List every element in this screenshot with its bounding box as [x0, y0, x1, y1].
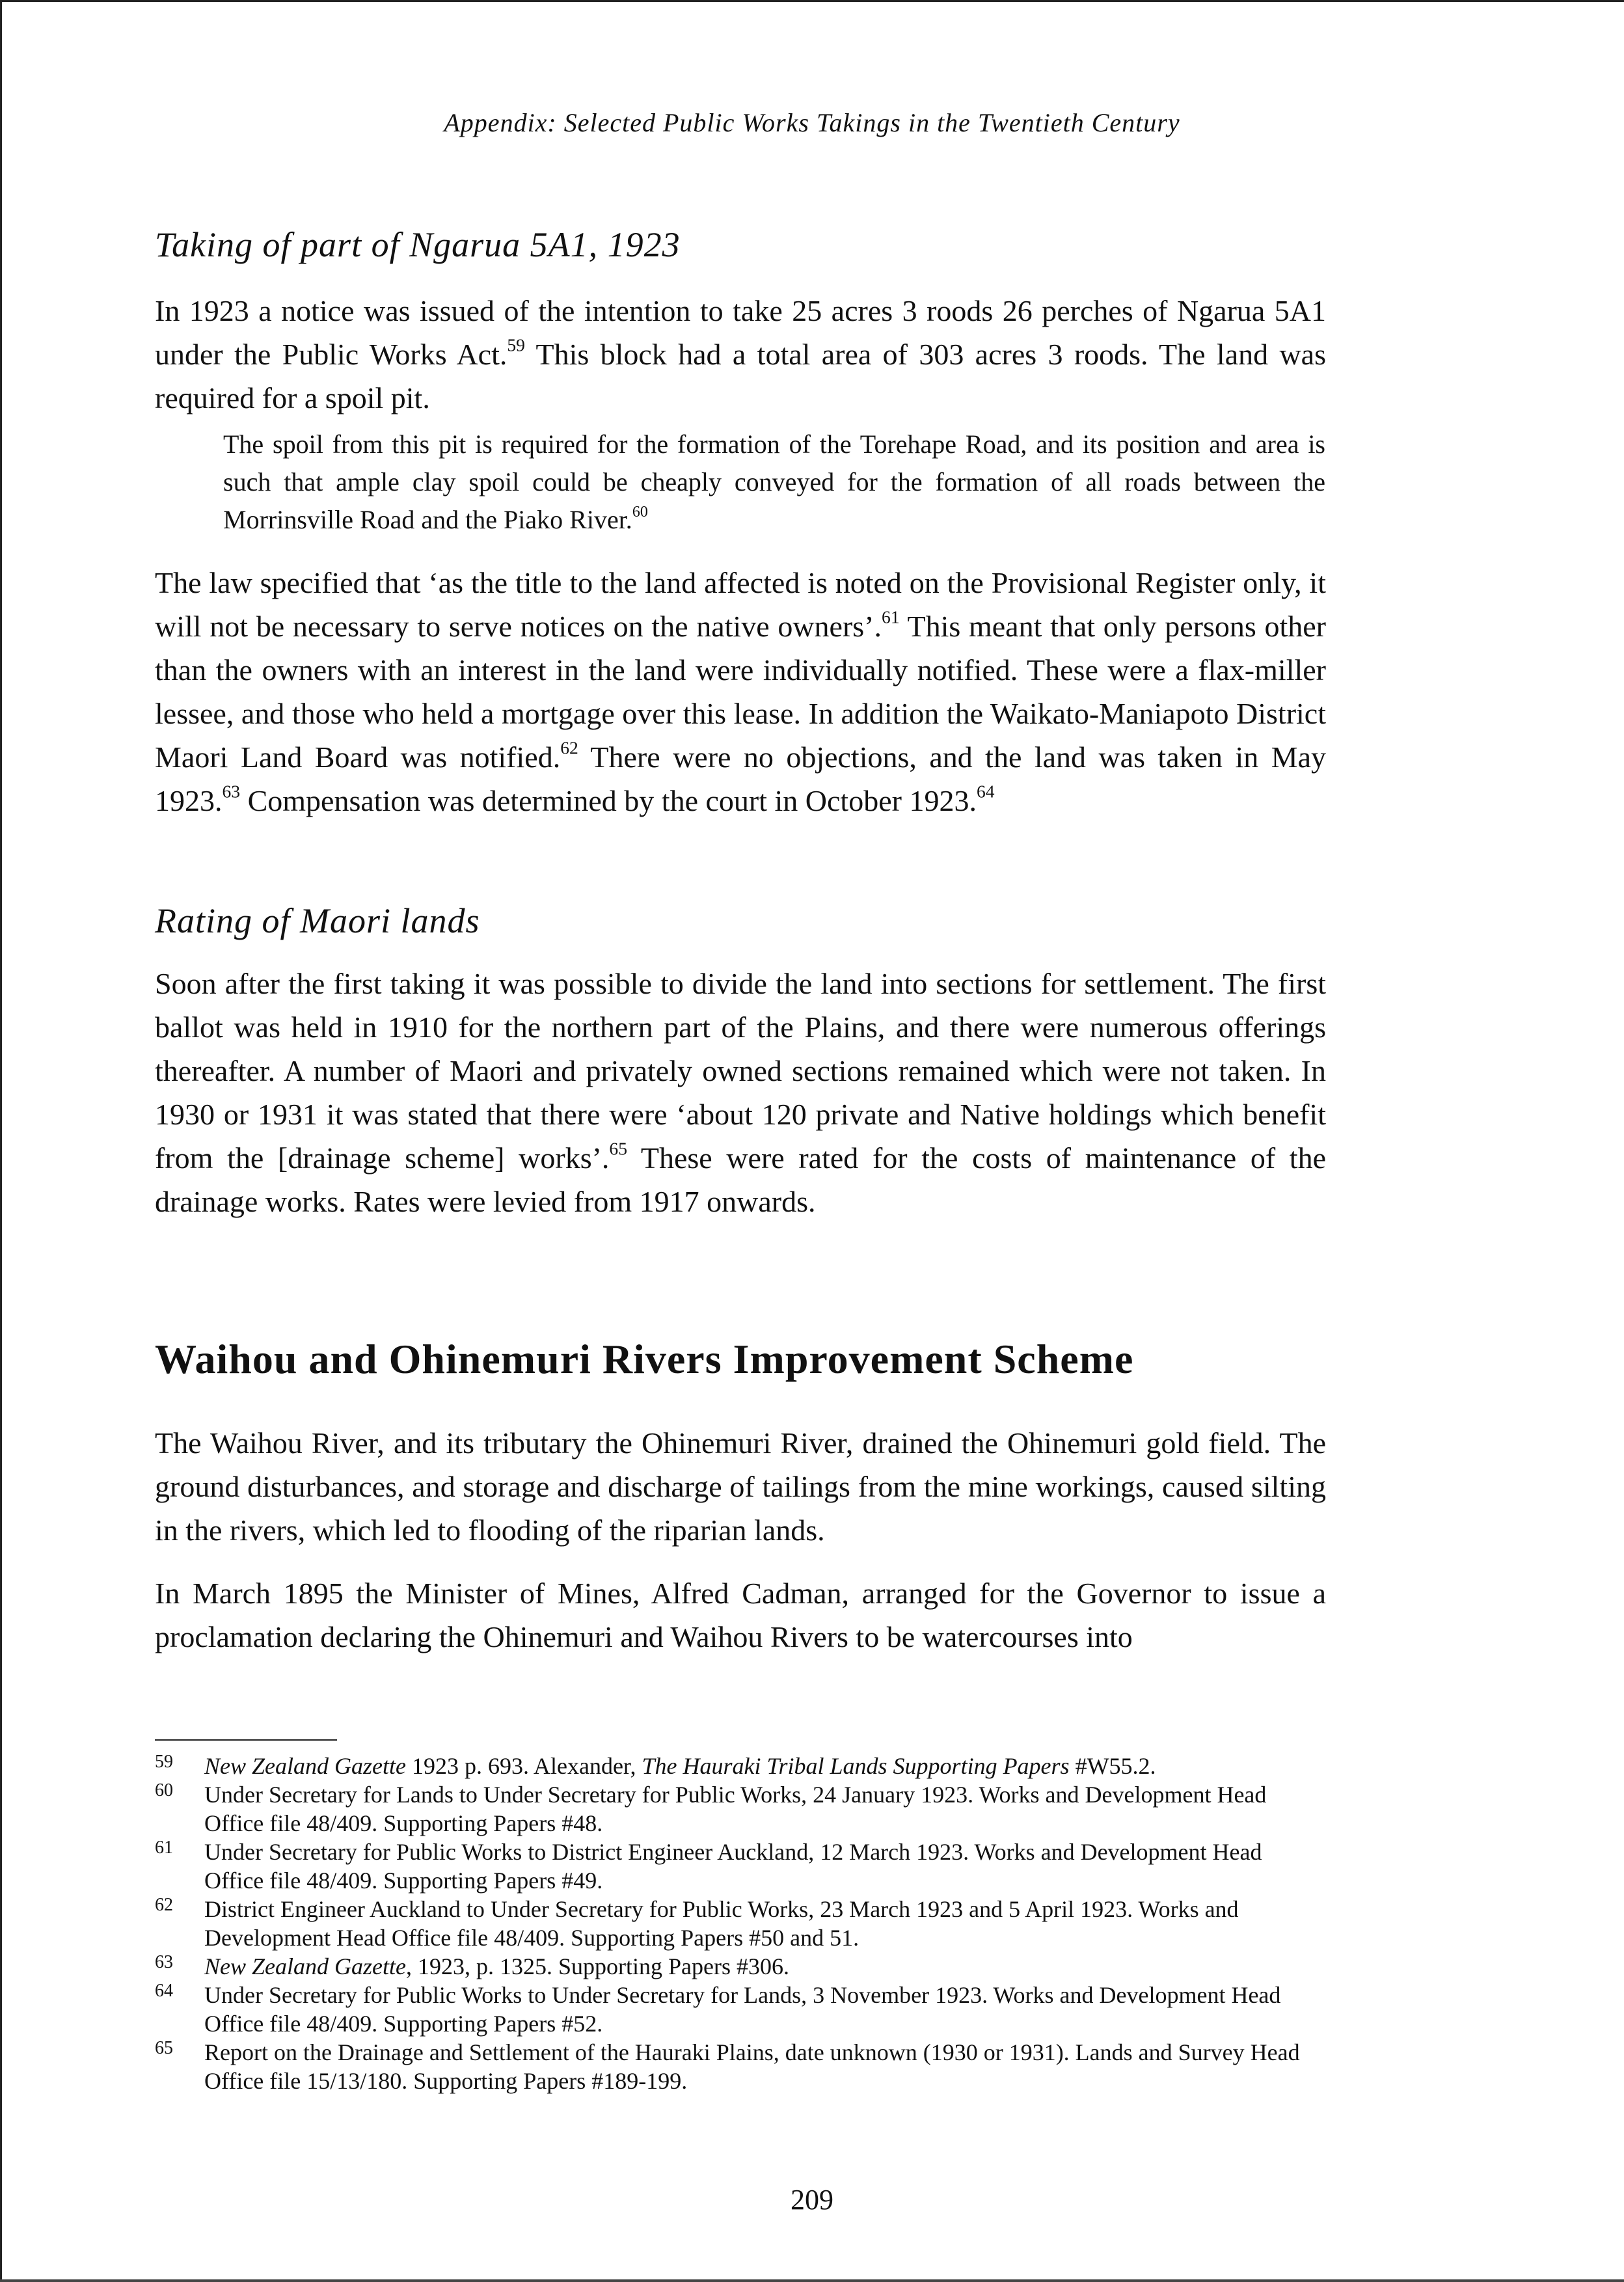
- footnote-text: 1923 p. 693. Alexander,: [405, 1753, 642, 1779]
- footnote-text: Under Secretary for Public Works to District Engineer Auckland, 12 March 1923. Works and Development Head Office file 48/409. Supporting Papers #49.: [204, 1839, 1262, 1894]
- footnote-ref-59: 59: [507, 334, 525, 355]
- footnote-source: The Hauraki Tribal Lands Supporting Papers: [642, 1753, 1070, 1779]
- scan-edge-left: [0, 0, 2, 2282]
- quote-text: The spoil from this pit is required for the formation of the Torehape Road, and its position and area is such that ample clay spoil could be cheaply conveyed for the formation of all roads between the Morrinsville Road and the Piako River.: [223, 429, 1325, 534]
- law-text-d: Compensation was determined by the court in October 1923.: [240, 784, 977, 817]
- footnote-59: [155, 1752, 1326, 1780]
- footnote-number: 62: [155, 1895, 173, 1915]
- rating-heading: Rating of Maori lands: [155, 901, 480, 940]
- footnote-ref-62: 62: [560, 737, 578, 758]
- taking-paragraph: [155, 289, 1326, 420]
- running-head: Appendix: Selected Public Works Takings in the Twentieth Century: [444, 108, 1180, 137]
- taking-text-b: This block had a total area of 303 acres 3 roods. The land was required for a spoil pit.: [155, 338, 1326, 414]
- waihou-paragraph-1: The Waihou River, and its tributary the Ohinemuri River, drained the Ohinemuri gold field. The ground disturbances, and storage and discharge of tailings from the mine workings, caused silting in the rivers, which led to flooding of the riparian lands.: [155, 1426, 1326, 1547]
- footnote-62: [155, 1895, 1326, 1952]
- footnotes: [155, 1752, 1326, 2095]
- rating-text-b: These were rated for the costs of maintenance of the drainage works. Rates were levied from 1917 onwards.: [155, 1141, 1326, 1218]
- law-text-c: There were no objections, and the land was taken in May 1923.: [155, 740, 1326, 817]
- footnote-source: New Zealand Gazette: [204, 1753, 406, 1779]
- footnote-text: Under Secretary for Lands to Under Secretary for Public Works, 24 January 1923. Works and Development Head Office file 48/409. Supporting Papers #48.: [204, 1782, 1267, 1836]
- footnote-63: [155, 1952, 1326, 1981]
- law-text-b: This meant that only persons other than the owners with an interest in the land were individually notified. These were a flax-miller lessee, and those who held a mortgage over this lease. In addition the Waikato-Maniapoto District Maori Land Board was notified.: [155, 610, 1327, 774]
- footnote-65: [155, 2038, 1326, 2095]
- rating-paragraph: [155, 962, 1326, 1223]
- footnote-number: 65: [155, 2038, 173, 2058]
- footnote-number: 61: [155, 1838, 173, 1858]
- footnote-text: District Engineer Auckland to Under Secretary for Public Works, 23 March 1923 and 5 April 1923. Works and Development Head Office file 48/409. Supporting Papers #50 and 51.: [204, 1896, 1239, 1951]
- footnote-ref-60: 60: [632, 504, 648, 521]
- scan-edge-top: [0, 0, 1624, 2]
- law-text-a: The law specified that ‘as the title to the land affected is noted on the Provisional Register only, it will not be necessary to serve notices on the native owners’.: [155, 566, 1326, 643]
- taking-heading: Taking of part of Ngarua 5A1, 1923: [155, 225, 681, 264]
- footnote-number: 59: [155, 1752, 173, 1772]
- waihou-paragraph-2: In March 1895 the Minister of Mines, Alfred Cadman, arranged for the Governor to issue a proclamation declaring the Ohinemuri and Waihou Rivers to be watercourses into: [155, 1577, 1326, 1653]
- footnote-source: New Zealand Gazette: [204, 1953, 406, 1979]
- footnote-text: #W55.2.: [1069, 1753, 1156, 1779]
- footnote-rule: [155, 1739, 337, 1741]
- footnote-ref-63: 63: [222, 781, 241, 802]
- scan-edge-bottom: [0, 2279, 1624, 2282]
- footnote-64: [155, 1981, 1326, 2038]
- footnote-text: Report on the Drainage and Settlement of the Hauraki Plains, date unknown (1930 or 1931). Lands and Survey Head Office file 15/13/180. Supporting Papers #189-199.: [204, 2039, 1300, 2094]
- footnote-ref-61: 61: [882, 606, 900, 627]
- page-number: 209: [791, 2184, 833, 2216]
- waihou-section-heading: Waihou and Ohinemuri Rivers Improvement Scheme: [155, 1336, 1134, 1382]
- footnote-ref-64: 64: [976, 781, 995, 802]
- rating-text-a: Soon after the first taking it was possible to divide the land into sections for settlement. The first ballot was held in 1910 for the northern part of the Plains, and there were numerous offerings thereafter. A number of Maori and privately owned sections remained which were not taken. In 1930 or 1931 it was stated that there were ‘about 120 private and Native holdings which benefit from the [drainage scheme] works’.: [155, 967, 1326, 1175]
- footnote-ref-65: 65: [609, 1138, 628, 1159]
- taking-text-a: In 1923 a notice was issued of the intention to take 25 acres 3 roods 26 perches of Ngarua 5A1 under the Public Works Act.: [155, 294, 1326, 371]
- footnote-number: 63: [155, 1952, 173, 1972]
- block-quote: [223, 426, 1325, 539]
- footnote-60: [155, 1780, 1326, 1838]
- footnote-text: , 1923, p. 1325. Supporting Papers #306.: [405, 1953, 789, 1979]
- law-paragraph: [155, 561, 1326, 822]
- footnote-number: 64: [155, 1981, 173, 2001]
- footnote-text: Under Secretary for Public Works to Under Secretary for Lands, 3 November 1923. Works and Development Head Office file 48/409. Supporting Papers #52.: [204, 1982, 1281, 2037]
- footnote-number: 60: [155, 1780, 173, 1800]
- footnote-61: [155, 1838, 1326, 1895]
